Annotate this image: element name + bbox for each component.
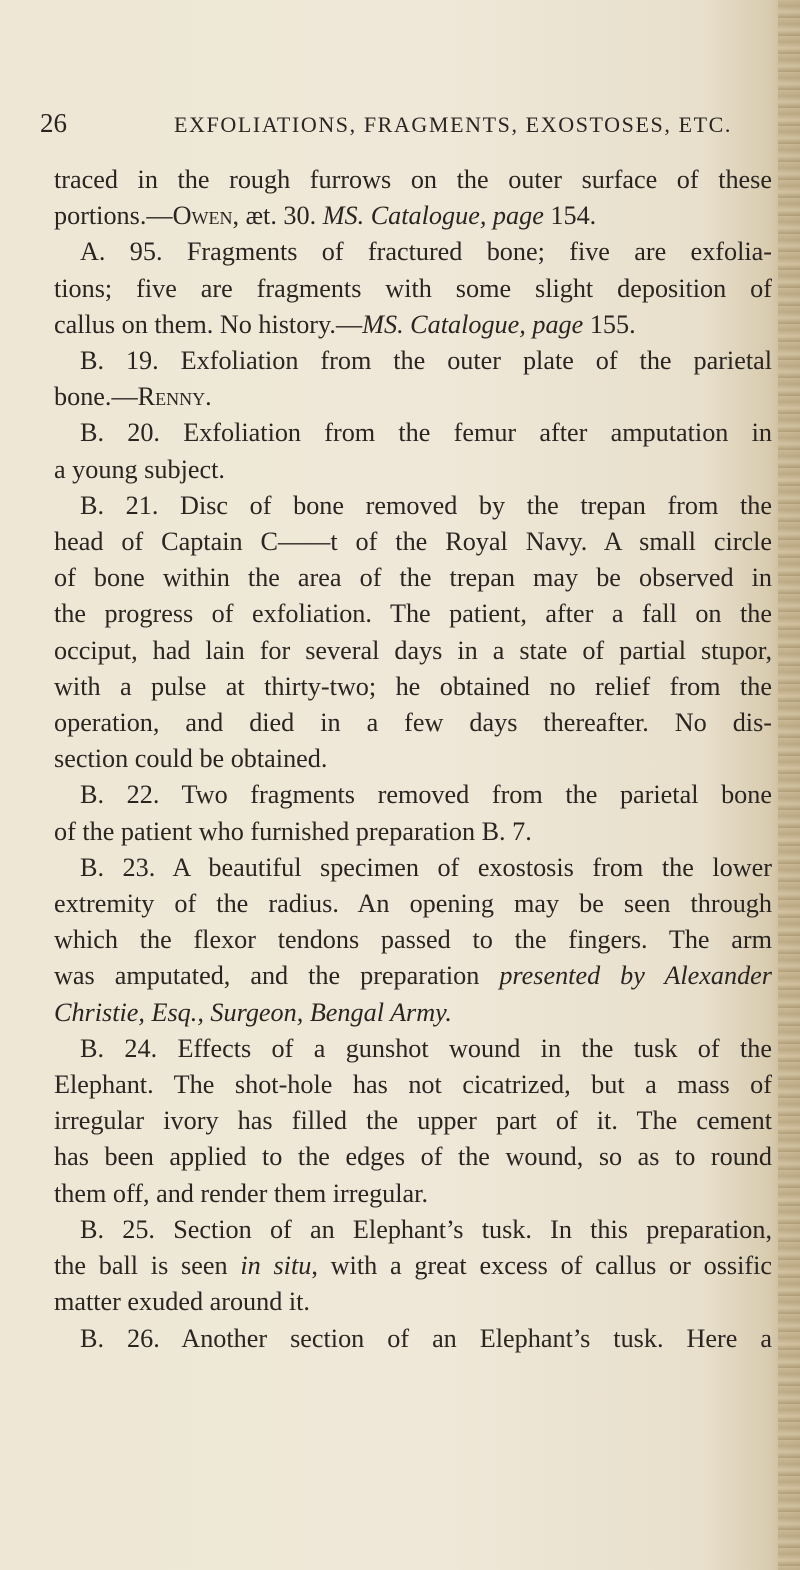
text-line [54,415,772,451]
text-line [54,886,772,922]
text-segment: B. 25. Section of an Elephant’s tusk. In this preparation, [80,1214,772,1244]
text-segment: portions.— [54,201,173,231]
text-line [54,596,772,632]
text-segment: . [205,382,212,412]
text-line [54,669,772,705]
text-segment: them off, and render them irregular. [54,1178,429,1208]
text-segment: the progress of exfoliation. The patient, after a fall on the [54,599,772,629]
text-segment: irregular ivory has filled the upper part of it. The cement [54,1106,772,1136]
text-line [54,1103,772,1139]
text-line [54,1139,772,1175]
text-line [54,633,772,669]
text-line [54,488,772,524]
text-segment: B. 21. Disc of bone removed by the trepan from the [80,490,772,520]
text-segment: Owen [172,201,233,231]
text-line [54,162,772,198]
text-segment: a young subject. [54,454,225,484]
text-line [54,995,772,1031]
text-line [54,1212,772,1248]
text-segment: callus on them. No history.— [54,309,363,339]
text-segment: MS. Catalogue, page [322,201,544,231]
text-segment: A. 95. Fragments of fractured bone; five are exfolia- [80,237,772,267]
text-line [54,922,772,958]
text-segment: in situ [240,1251,312,1281]
text-line [54,705,772,741]
page-header [40,108,740,148]
text-segment: operation, and died in a few days thereafter. No dis- [54,708,772,738]
text-segment: 155. [583,309,636,339]
text-segment: traced in the rough furrows on the outer surface of these [54,165,772,194]
text-line [54,524,772,560]
text-segment: B. 24. Effects of a gunshot wound in the tusk of the [80,1033,772,1063]
text-segment: B. 22. Two fragments removed from the parietal bone [80,780,772,810]
page-edge-shadow [778,0,800,1570]
text-segment: MS. Catalogue, page [362,309,584,339]
text-segment: has been applied to the edges of the wound, so as to round [54,1142,772,1172]
running-title: EXFOLIATIONS, FRAGMENTS, EXOSTOSES, ETC. [174,112,733,137]
text-segment: which the flexor tendons passed to the fingers. The arm [54,925,772,955]
text-line [54,1031,772,1067]
text-segment: Elephant. The shot-hole has not cicatrized, but a mass of [54,1070,772,1100]
text-line [54,1284,772,1320]
text-line [54,850,772,886]
text-line [54,1067,772,1103]
text-line [54,1176,772,1212]
text-line [54,958,772,994]
text-line [54,307,772,343]
text-segment: of the patient who furnished preparation B. 7. [54,816,532,846]
text-segment: of bone within the area of the trepan may be observed in [54,563,772,593]
text-segment: presented by Alexander [499,961,772,991]
text-segment: B. 26. Another section of an Elephant’s tusk. Here a [80,1323,772,1353]
text-line [54,234,772,270]
text-line [54,777,772,813]
text-line [54,814,772,850]
text-line [54,271,772,307]
text-segment: 154. [543,201,597,231]
text-line [54,379,772,415]
text-segment: , with a great excess of callus or ossific [311,1251,772,1281]
text-segment: tions; five are fragments with some slight deposition of [54,273,772,303]
body-text [54,162,772,1357]
text-segment: B. 20. Exfoliation from the femur after amputation in [80,418,772,448]
text-segment: was amputated, and the preparation [54,961,500,991]
text-segment: extremity of the radius. An opening may be seen through [54,889,772,919]
text-segment: head of Captain C——t of the Royal Navy. A small circle [54,527,772,557]
text-segment: bone.— [54,382,138,412]
text-line [54,452,772,488]
text-segment: , æt. 30. [232,201,323,231]
text-line [54,1248,772,1284]
page-number: 26 [40,108,67,138]
text-segment: Renny [137,382,206,412]
text-segment: section could be obtained. [54,744,328,774]
text-segment: B. 23. A beautiful specimen of exostosis from the lower [80,852,772,882]
text-line [54,1321,772,1357]
text-segment: B. 19. Exfoliation from the outer plate of the parietal [80,346,772,376]
text-line [54,741,772,777]
text-segment: the ball is seen [54,1251,241,1281]
text-segment: matter exuded around it. [54,1287,310,1317]
text-line [54,560,772,596]
text-segment: Christie, Esq., Surgeon, Bengal Army. [54,997,452,1027]
text-segment: occiput, had lain for several days in a state of partial stupor, [54,635,772,665]
text-line [54,198,772,234]
text-segment: with a pulse at thirty-two; he obtained no relief from the [54,671,772,701]
text-line [54,343,772,379]
